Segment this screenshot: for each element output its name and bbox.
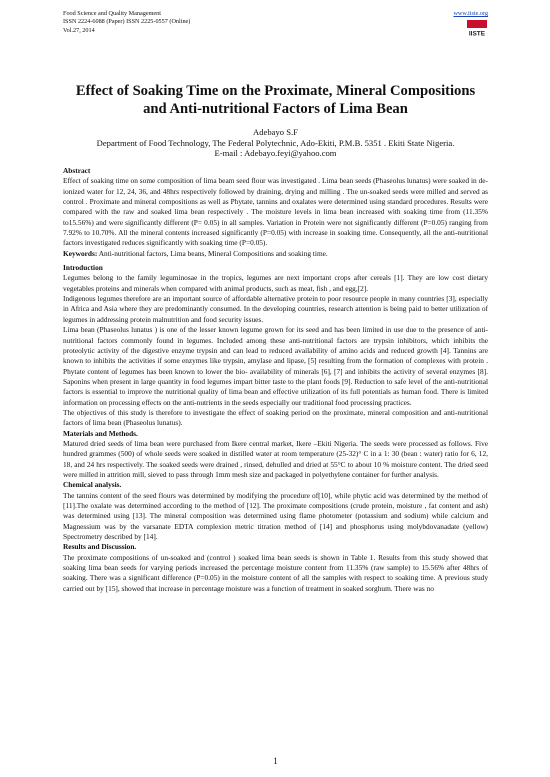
journal-header (63, 10, 488, 35)
volume-line: Vol.27, 2014 (63, 26, 95, 34)
abstract-heading: Abstract (63, 166, 91, 175)
materials-heading: Materials and Methods. (63, 428, 138, 438)
keywords-label: Keywords: (63, 248, 98, 258)
journal-url-link[interactable]: www.iiste.org (453, 10, 488, 17)
author-affiliation: Department of Food Technology, The Federal Polytechnic, Ado-Ekiti, P.M.B. 5351 . Ekiti State Nigeria. (96, 137, 455, 148)
materials-text: Matured dried seeds of lima bean were purchased from Ikere central market, Ikere –Ekiti Nigeria. The seeds were processed as follows. Five hundred grammes (500) of whole seeds were soaked in distilled water at room temperature (25-32)° C in a 1: 30 (bean : water) ratio for 6, 12, 18, and 24 hrs respectively. The soaked seeds were drained , rinsed, dehulled and dried at 55°C to about 10 % moisture content. The dried seed were milled in attrition mill, sieved to pass through 1mm mesh size and packaged in polyethylene container for further analysis. (63, 438, 488, 479)
intro-paragraph: The objectives of this study is therefore to investigate the effect of soaking period on the proximate, mineral composition and anti-nutritional factors of lima bean (Phaseolus lunatus). (63, 407, 488, 428)
chemical-analysis-text: The tannins content of the seed flours was determined by modifying the procedure of[10], while phytic acid was determined by the method of [11].The oxalate was determined according to the method of [12]. The proximate compositions (crude protein, moisture , fat content and ash) was determined using [13]. The mineral composition was determined using flame photometer (potassium and sodium) while calcium and Magnessium was by the varsanate EDTA complexion metric titration method of [14] and phosphorus using molybdovanadate (yellow) Spectrometry described by [14]. (63, 490, 488, 542)
journal-name: Food Science and Quality Management (63, 10, 161, 17)
author-email: E-mail : Adebayo.feyi@yahoo.com (214, 148, 337, 159)
author-block (63, 127, 488, 159)
intro-paragraph: Lima bean (Phaseolus lunatus ) is one of the lesser known legume grown for its seed and has been limited in use due to the presence of anti-nutritional factors commonly found in legumes. Included among these anti-nutritional factors are trypsin inhibitors, which inhibits the proteolytic activity of the digestive enzyme trypsin and can lead to reduced availability of amino acids and reduced growth [4]. Tannins are known to inhibits the activities if some enzymes like trypsin, amylase and lipase, [5] resulting from the formation of complexes with protein . Phytate content of legumes has been known to lower the bio- availability of minerals [6], [7] and inhibits the activity of several enzymes [8]. Saponins when present in large quantity in food legumes impart bitter taste to the plant foods [9]. Reduction to safe level of the anti-nutritional factors is essential to improve the nutritional quality of lima bean and effective utilization of its full potentials as human food. There is limited information on processing effects on the anti-nutrients in the seeds especially our traditional food processing practices. (63, 325, 488, 407)
issn-line: ISSN 2224-6088 (Paper) ISSN 2225-0557 (Online) (63, 18, 191, 26)
paper-title: Effect of Soaking Time on the Proximate, Mineral Compositions and Anti-nutritional Factors of Lima Bean (75, 83, 476, 117)
keywords-line (63, 249, 488, 259)
intro-paragraph: Legumes belong to the family leguminosae in the tropics, legumes are next important crops after cereals [1]. They are low cost dietary vegetables proteins and minerals when compared with animal products, such as meat, fish , and egg,[2]. (63, 273, 488, 293)
intro-paragraph: Indigenous legumes therefore are an important source of affordable alternative protein to poor resource people in many countries [3], especially in Africa and Asia where they are predominantly consumed. In the developing countries, research attention is being paid to better utilization of legumes in addressing protein malnutrition and food security issues. (63, 294, 488, 324)
results-heading: Results and Discussion. (63, 542, 137, 552)
author-name: Adebayo S.F (253, 127, 298, 137)
paper-body (63, 166, 488, 594)
abstract-text: Effect of soaking time on some composition of lima beam seed flour was investigated . Lima bean seeds (Phaseolus lunatus) were soaked in de-ionized water for 12, 24, 36, and 48hrs respectively followed by draining, drying and milling . The un-soaked seeds were milled and served as control . Proximate and mineral compositions as well as Phytate, tannins and oxalates were determined using standard procedures. Results were compared with the raw and soaked lima bean respectively . The moisture levels in lima bean increased with soaking time from (11.35% to15.56%) and were significantly different (P= 0.05) in all samples. Variation in Protein were not significantly different (P=0.05) ranging from 7.92% to 10.70%. All the mineral contents increased significantly (P=0.05) with increase in soaking time. Consequently, all the anti-nutritional factors investigated reduces significantly with soaking time (P=0.05). (63, 176, 488, 248)
svg-text:IISTE: IISTE (468, 30, 486, 37)
iiste-logo (466, 19, 488, 37)
keywords-text: Anti-nutritional factors, Lima beans, Mineral Compositions and soaking time. (98, 248, 328, 258)
introduction-heading: Introduction (63, 263, 103, 273)
chemical-analysis-heading: Chemical analysis. (63, 480, 122, 490)
page-number: 1 (273, 756, 278, 766)
results-text: The proximate compositions of un-soaked and (control ) soaked lima bean seeds is shown in Table 1. Results from this study showed that soaking lima bean seeds for varying periods increased the percentage moisture content from 11.35% (raw sample) to 15.56% after 48hrs of soaking. There was a significant difference (P=0.05) in the moisture content of all the samples with respect to soaking time. A previous study carried out by [15], showed that increase in percentage moisture was a function of treatment in soaked sorghum. There was no (63, 552, 488, 593)
